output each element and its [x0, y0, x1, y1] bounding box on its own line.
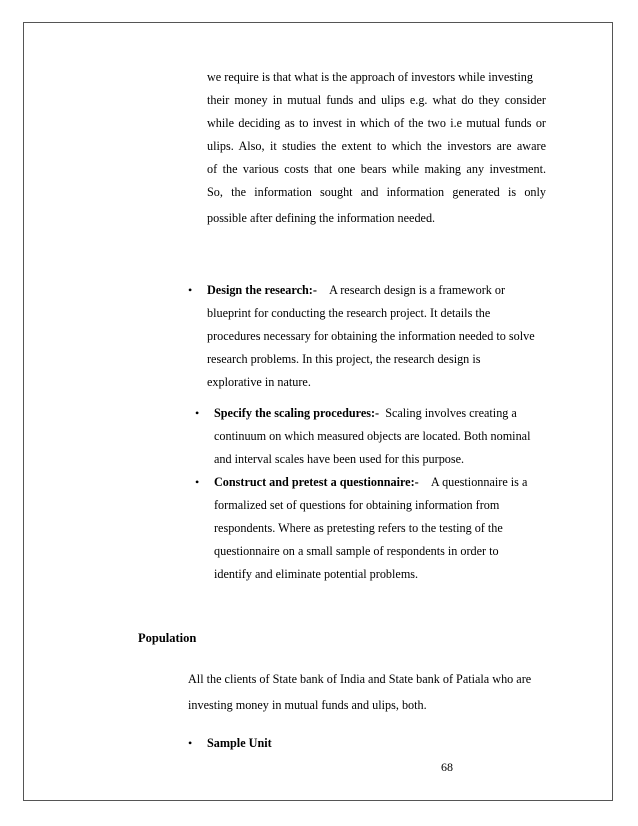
bullet-symbol: • [188, 283, 193, 297]
intro-paragraph [207, 66, 546, 230]
intro-line: possible after defining the information needed. [207, 211, 436, 225]
population-line: All the clients of State bank of India and State bank of Patiala who are [188, 672, 532, 686]
population-line: investing money in mutual funds and ulips, both. [188, 698, 427, 712]
intro-line: So, the information sought and information generated is only [207, 185, 546, 199]
bullet-first-line [214, 471, 549, 494]
bullet-symbol: • [195, 406, 200, 420]
bullet-text: A research design is a framework or [329, 283, 506, 297]
intro-line: of the various costs that one bears while making any investment. [207, 162, 546, 176]
bullet-line: formalized set of questions for obtaining information from [214, 498, 500, 512]
sample-unit-title: Sample Unit [207, 736, 272, 750]
section-heading-population: Population [138, 631, 197, 645]
bullet-line: procedures necessary for obtaining the information needed to solve [207, 329, 535, 343]
intro-line: their money in mutual funds and ulips e.g. what do they consider [207, 93, 546, 107]
bullet-line: research problems. In this project, the research design is [207, 352, 481, 366]
population-paragraph [188, 666, 548, 718]
bullet-line: respondents. Where as pretesting refers to the testing of the [214, 521, 503, 535]
bullet-line: identify and eliminate potential problems. [214, 567, 419, 581]
bullet-first-line [214, 402, 549, 425]
bullet-questionnaire [214, 471, 549, 586]
intro-line: ulips. Also, it studies the extent to which the investors are aware [207, 139, 546, 153]
bullet-line: and interval scales have been used for this purpose. [214, 452, 465, 466]
bullet-title: Specify the scaling procedures:- [214, 406, 380, 420]
bullet-symbol: • [195, 475, 200, 489]
bullet-line: explorative in nature. [207, 375, 311, 389]
bullet-first-line [207, 279, 547, 302]
intro-line: we require is that what is the approach of investors while investing [207, 70, 533, 84]
intro-line: while deciding as to invest in which of the two i.e mutual funds or [207, 116, 546, 130]
bullet-title: Design the research:- [207, 283, 317, 297]
bullet-text: Scaling involves creating a [385, 406, 517, 420]
bullet-title: Construct and pretest a questionnaire:- [214, 475, 419, 489]
bullet-line: blueprint for conducting the research project. It details the [207, 306, 491, 320]
bullet-line: questionnaire on a small sample of respondents in order to [214, 544, 499, 558]
page-number: 68 [441, 760, 453, 774]
bullet-symbol: • [188, 736, 193, 750]
bullet-design-research [207, 279, 547, 394]
bullet-text: A questionnaire is a [430, 475, 528, 489]
bullet-line: continuum on which measured objects are located. Both nominal [214, 429, 531, 443]
bullet-scaling-procedures [214, 402, 549, 471]
